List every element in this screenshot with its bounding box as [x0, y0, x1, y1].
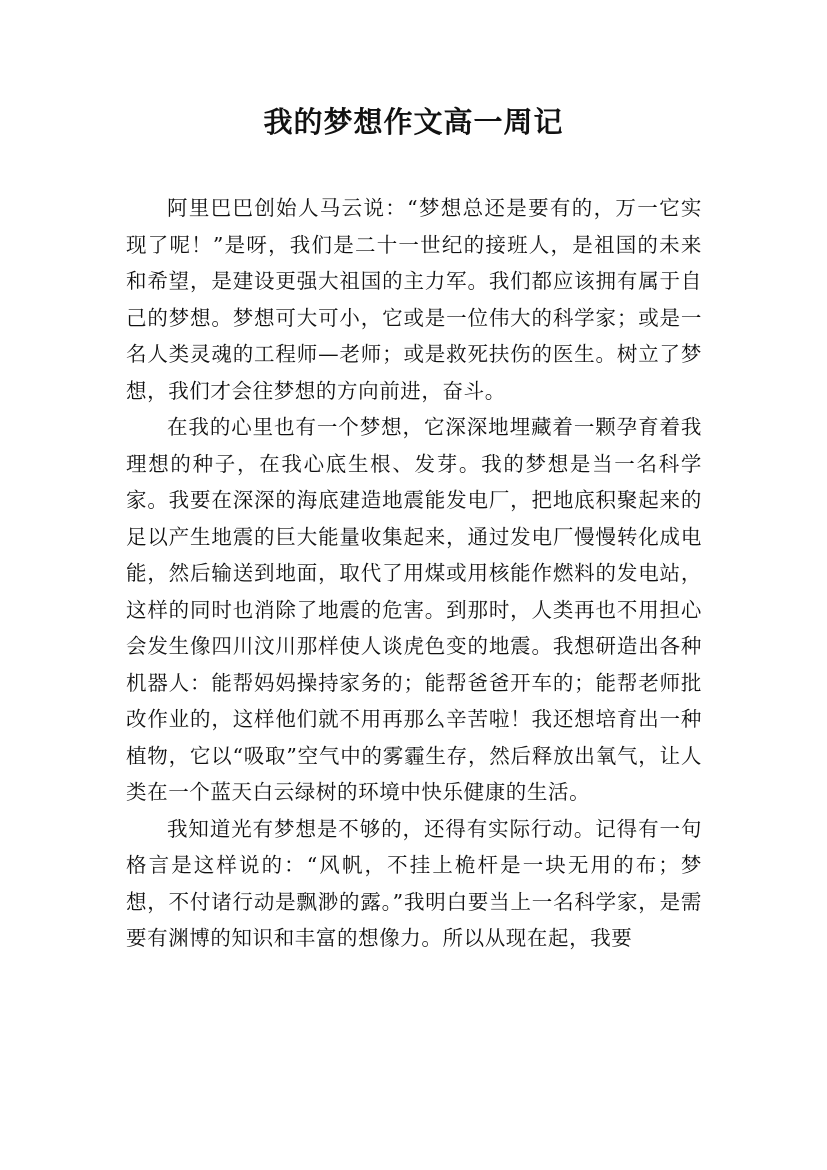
paragraph-2: 在我的心里也有一个梦想，它深深地埋藏着一颗孕育着我理想的种子，在我心底生根、发芽。我的梦想是当一名科学家。我要在深深的海底建造地震能发电厂，把地底积聚起来的足以产生地震的巨大能量收集起来，通过发电厂慢慢转化成电能，然后输送到地面，取代了用煤或用核能作燃料的发电站，这样的同时也消除了地震的危害。到那时，人类再也不用担心会发生像四川汶川那样使人谈虎色变的地震。我想研造出各种机器人：能帮妈妈操持家务的；能帮爸爸开车的；能帮老师批改作业的，这样他们就不用再那么辛苦啦！我还想培育出一种植物，它以“吸取”空气中的雾霾生存，然后释放出氧气，让人类在一个蓝天白云绿树的环境中快乐健康的生活。 [126, 415, 702, 804]
document-title: 我的梦想作文高一周记 [263, 105, 564, 139]
document-body [126, 190, 702, 957]
paragraph-1: 阿里巴巴创始人马云说：“梦想总还是要有的，万一它实现了呢！”是呀，我们是二十一世纪的接班人，是祖国的未来和希望，是建设更强大祖国的主力军。我们都应该拥有属于自己的梦想。梦想可大可小，它或是一位伟大的科学家；或是一名人类灵魂的工程师—老师；或是救死扶伤的医生。树立了梦想，我们才会往梦想的方向前进，奋斗。 [126, 196, 702, 403]
paragraph-3: 我知道光有梦想是不够的，还得有实际行动。记得有一句格言是这样说的：“风帆，不挂上桅杆是一块无用的布；梦想，不付诸行动是飘渺的露。”我明白要当上一名科学家，是需要有渊博的知识和丰富的想像力。所以从现在起，我要 [126, 816, 702, 950]
